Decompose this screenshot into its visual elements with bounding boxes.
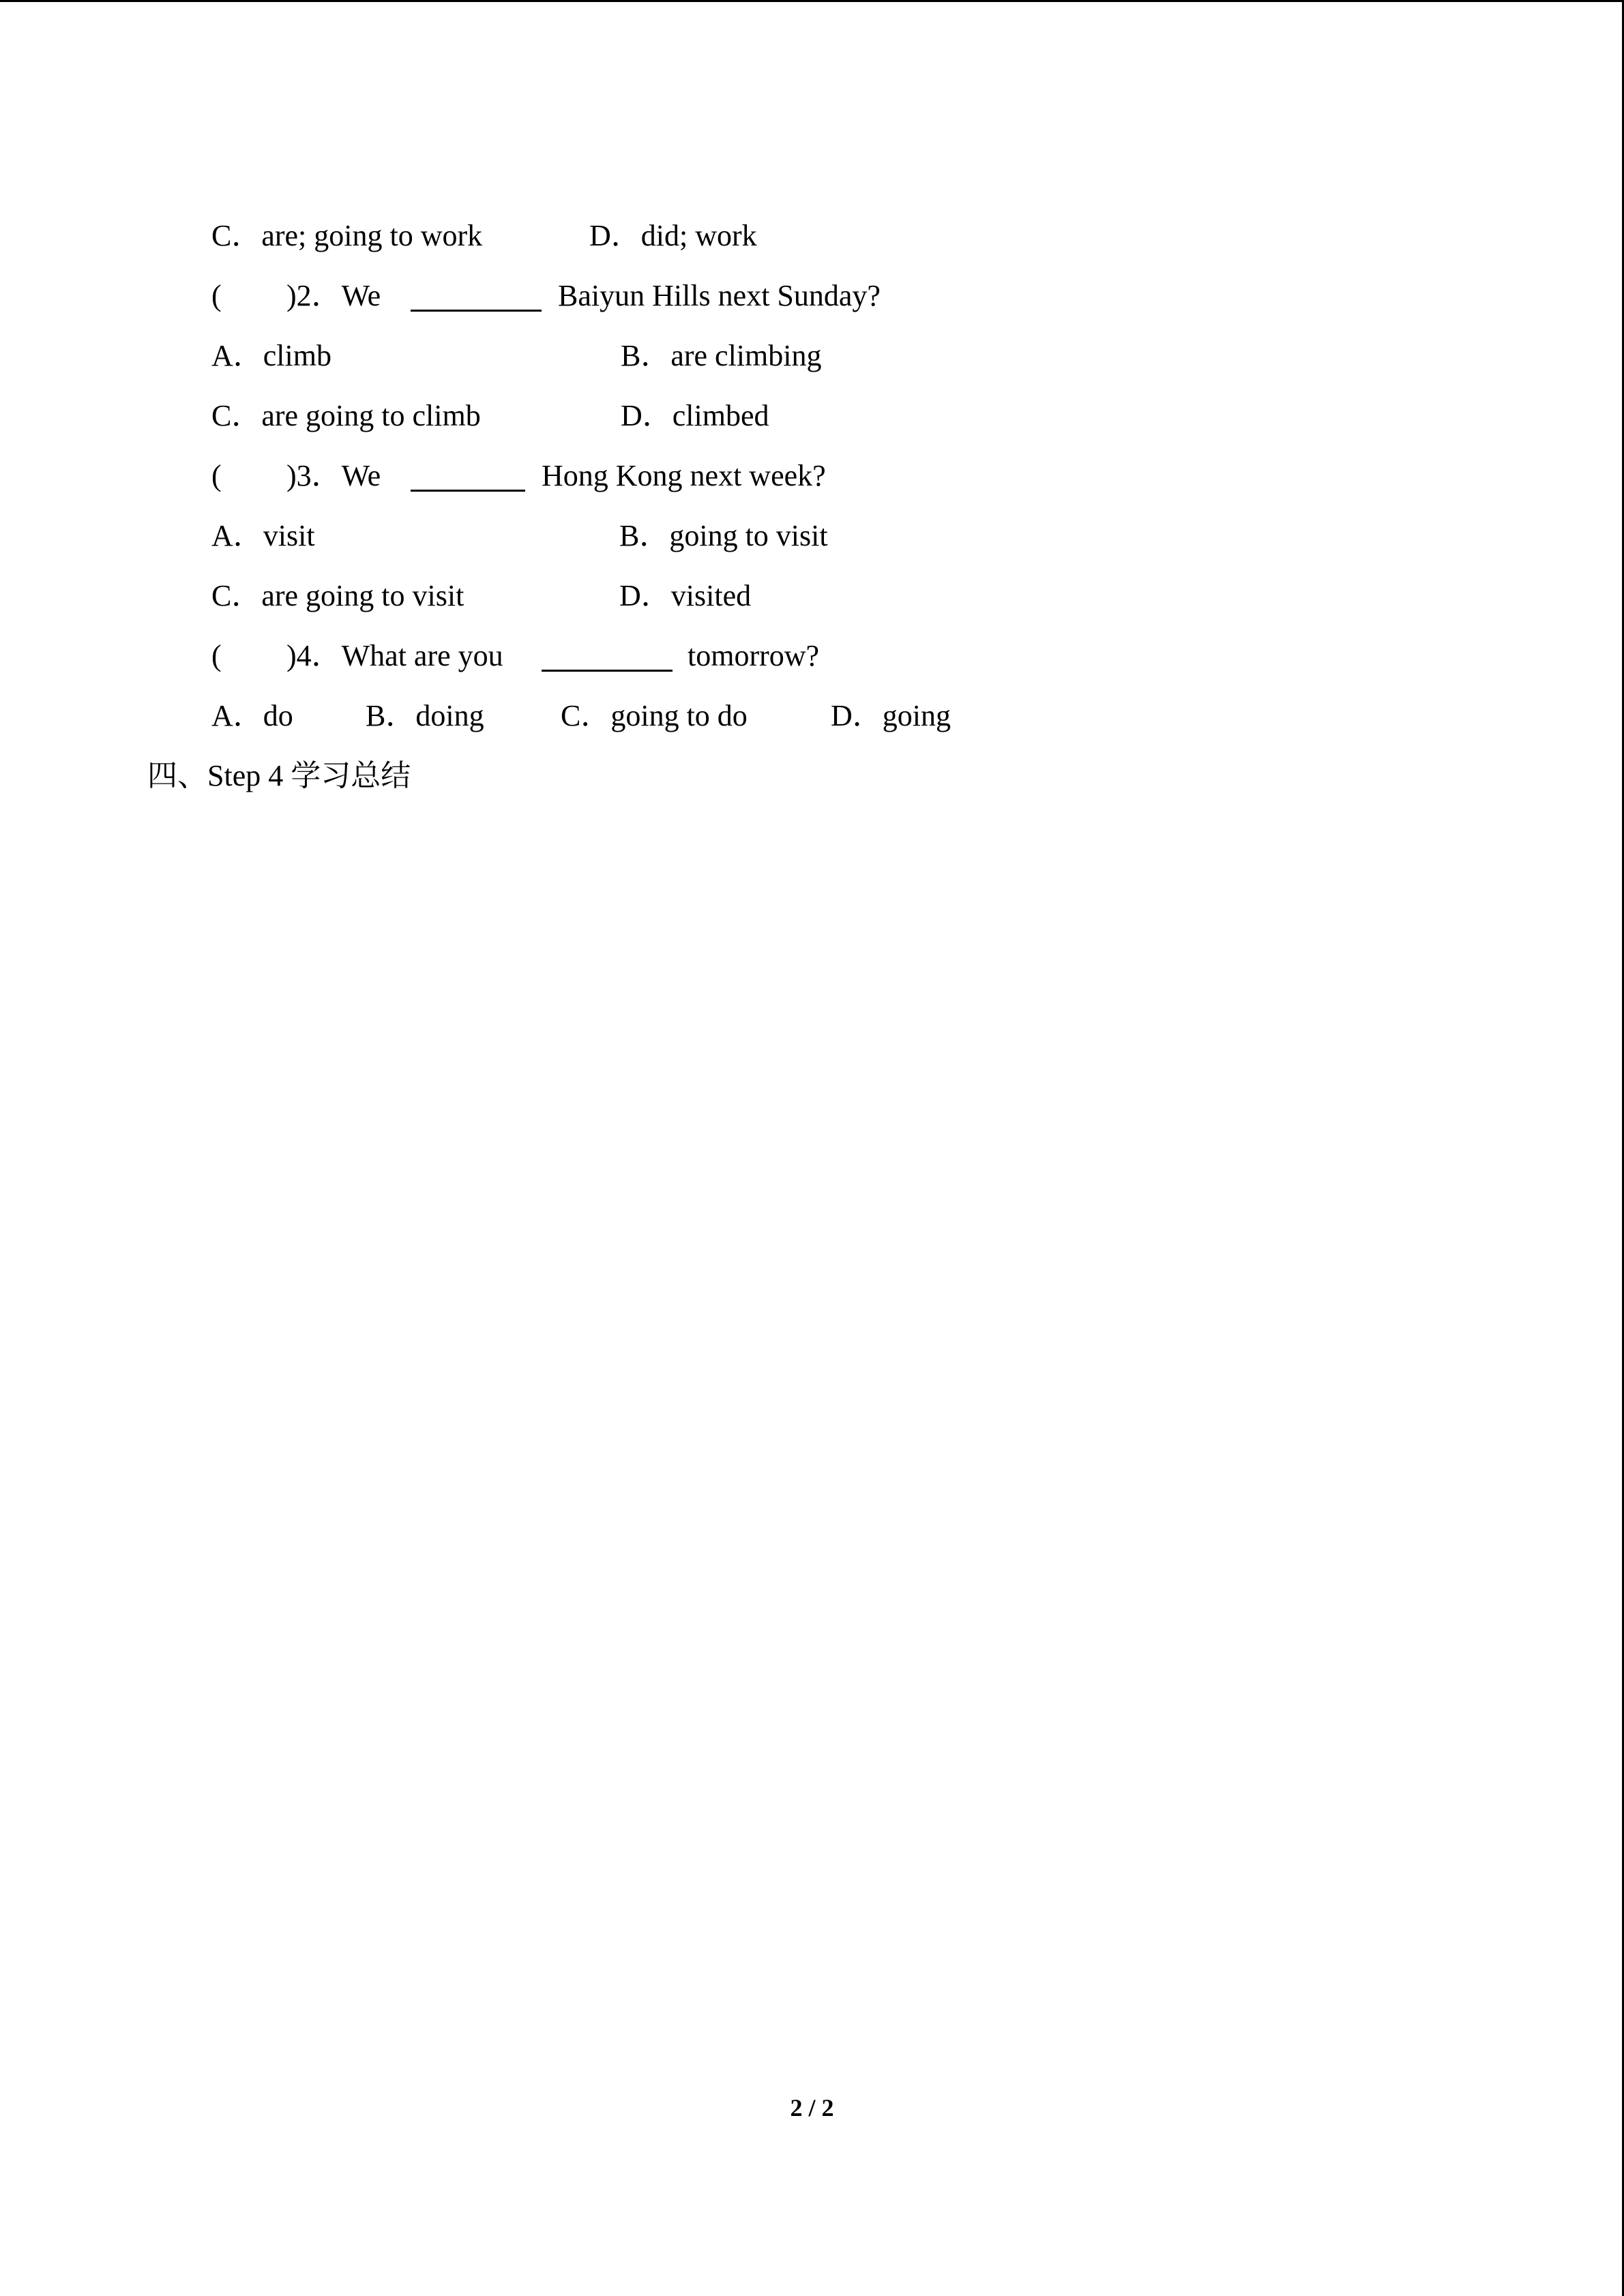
q3-stem-suffix: Hong Kong next week? (542, 459, 826, 492)
q4-option-a: A．do (211, 699, 293, 732)
q4-stem-suffix: tomorrow? (688, 639, 820, 672)
q2-option-c: C．are going to climb (211, 399, 481, 432)
q4-option-b: B．doing (366, 699, 484, 732)
q3-option-d: D．visited (619, 579, 752, 612)
q2-option-d: D．climbed (621, 399, 769, 432)
section-4-heading: 四、Step 4 学习总结 (147, 759, 411, 792)
q2-stem-suffix: Baiyun Hills next Sunday? (558, 279, 881, 312)
q2-answer-blank (411, 284, 542, 312)
q3-answer-blank (411, 464, 525, 492)
q1-option-d: D．did; work (589, 219, 757, 252)
q4-option-d: D．going (831, 699, 951, 732)
q4-option-c: C．going to do (561, 699, 748, 732)
q4-answer-blank (542, 644, 673, 672)
q1-option-c: C．are; going to work (211, 219, 483, 252)
page-top-border (0, 0, 1624, 2)
q4-stem-prefix: )4．What are you (286, 639, 503, 672)
q3-stem-prefix: )3．We (286, 459, 381, 492)
page-number: 2 / 2 (790, 2094, 834, 2121)
q3-option-b: B．going to visit (619, 519, 828, 552)
q3-answer-paren: ( (211, 459, 222, 492)
q3-option-a: A．visit (211, 519, 315, 552)
q2-option-a: A．climb (211, 339, 331, 372)
q2-option-b: B．are climbing (621, 339, 822, 372)
q3-option-c: C．are going to visit (211, 579, 464, 612)
q2-answer-paren: ( (211, 279, 222, 312)
q4-answer-paren: ( (211, 639, 222, 672)
q2-stem-prefix: )2．We (286, 279, 381, 312)
